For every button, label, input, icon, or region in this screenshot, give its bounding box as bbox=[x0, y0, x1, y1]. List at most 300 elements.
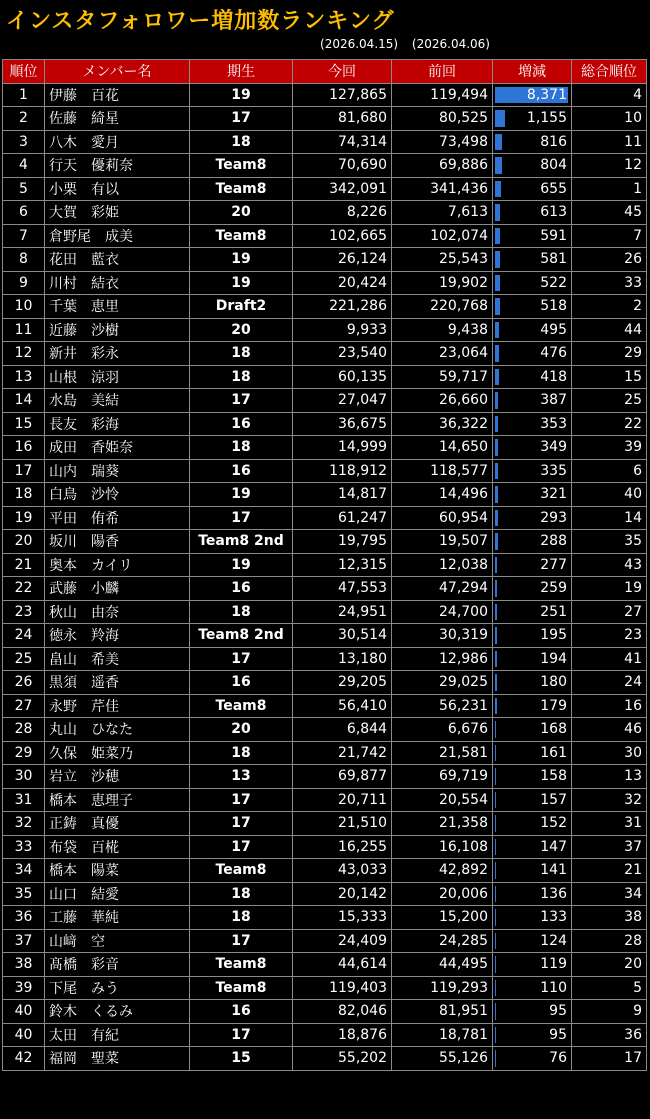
increase-bar bbox=[495, 933, 496, 950]
member-name-cell: 山﨑 空 bbox=[45, 929, 190, 953]
rank-cell: 32 bbox=[3, 812, 45, 836]
previous-followers-cell: 220,768 bbox=[392, 295, 493, 319]
total-rank-cell: 14 bbox=[572, 506, 647, 530]
increase-bar bbox=[495, 134, 502, 151]
member-name-cell: 千葉 恵里 bbox=[45, 295, 190, 319]
member-name-cell: 水島 美結 bbox=[45, 389, 190, 413]
rank-cell: 40 bbox=[3, 1023, 45, 1047]
total-rank-cell: 22 bbox=[572, 412, 647, 436]
total-rank-cell: 27 bbox=[572, 600, 647, 624]
table-row bbox=[3, 389, 647, 413]
table-row bbox=[3, 295, 647, 319]
member-name-cell: 行天 優莉奈 bbox=[45, 154, 190, 178]
generation-cell: 18 bbox=[190, 365, 293, 389]
total-rank-cell: 29 bbox=[572, 342, 647, 366]
table-row bbox=[3, 835, 647, 859]
current-followers-cell: 8,226 bbox=[293, 201, 392, 225]
generation-cell: 18 bbox=[190, 882, 293, 906]
previous-followers-cell: 80,525 bbox=[392, 107, 493, 131]
current-followers-cell: 61,247 bbox=[293, 506, 392, 530]
previous-followers-cell: 9,438 bbox=[392, 318, 493, 342]
current-followers-cell: 82,046 bbox=[293, 1000, 392, 1024]
total-rank-cell: 5 bbox=[572, 976, 647, 1000]
generation-cell: Team8 2nd bbox=[190, 624, 293, 648]
current-followers-cell: 24,951 bbox=[293, 600, 392, 624]
increase-cell bbox=[493, 107, 572, 131]
member-name-cell: 太田 有紀 bbox=[45, 1023, 190, 1047]
generation-cell: 15 bbox=[190, 1047, 293, 1071]
table-row bbox=[3, 1047, 647, 1071]
previous-followers-cell: 60,954 bbox=[392, 506, 493, 530]
member-name-cell: 坂川 陽香 bbox=[45, 530, 190, 554]
previous-followers-cell: 26,660 bbox=[392, 389, 493, 413]
previous-followers-cell: 15,200 bbox=[392, 906, 493, 930]
current-followers-cell: 69,877 bbox=[293, 765, 392, 789]
increase-cell bbox=[493, 224, 572, 248]
previous-followers-cell: 55,126 bbox=[392, 1047, 493, 1071]
previous-followers-cell: 119,293 bbox=[392, 976, 493, 1000]
rank-cell: 17 bbox=[3, 459, 45, 483]
table-row bbox=[3, 107, 647, 131]
rank-cell: 42 bbox=[3, 1047, 45, 1071]
member-name-cell: 八木 愛月 bbox=[45, 130, 190, 154]
increase-bar bbox=[495, 674, 497, 691]
increase-value: 95 bbox=[549, 1026, 567, 1043]
rank-cell: 10 bbox=[3, 295, 45, 319]
member-name-cell: 平田 侑希 bbox=[45, 506, 190, 530]
previous-date: (2026.04.06) bbox=[411, 37, 490, 51]
current-followers-cell: 119,403 bbox=[293, 976, 392, 1000]
rank-cell: 31 bbox=[3, 788, 45, 812]
increase-cell bbox=[493, 201, 572, 225]
increase-bar bbox=[495, 298, 500, 315]
current-followers-cell: 47,553 bbox=[293, 577, 392, 601]
increase-bar bbox=[495, 275, 500, 292]
total-rank-cell: 21 bbox=[572, 859, 647, 883]
previous-followers-cell: 14,650 bbox=[392, 436, 493, 460]
col-header-increase: 増減 bbox=[493, 60, 572, 84]
generation-cell: Team8 bbox=[190, 694, 293, 718]
generation-cell: 19 bbox=[190, 83, 293, 107]
increase-value: 495 bbox=[540, 321, 567, 338]
increase-value: 147 bbox=[540, 838, 567, 855]
rank-cell: 12 bbox=[3, 342, 45, 366]
rank-cell: 28 bbox=[3, 718, 45, 742]
current-followers-cell: 16,255 bbox=[293, 835, 392, 859]
total-rank-cell: 35 bbox=[572, 530, 647, 554]
increase-bar bbox=[495, 745, 496, 762]
increase-cell bbox=[493, 342, 572, 366]
col-header-rank: 順位 bbox=[3, 60, 45, 84]
increase-value: 110 bbox=[540, 979, 567, 996]
total-rank-cell: 32 bbox=[572, 788, 647, 812]
total-rank-cell: 4 bbox=[572, 83, 647, 107]
generation-cell: 18 bbox=[190, 436, 293, 460]
increase-cell bbox=[493, 389, 572, 413]
rank-cell: 11 bbox=[3, 318, 45, 342]
increase-value: 1,155 bbox=[526, 110, 567, 127]
current-followers-cell: 43,033 bbox=[293, 859, 392, 883]
increase-bar bbox=[495, 1050, 496, 1067]
total-rank-cell: 43 bbox=[572, 553, 647, 577]
generation-cell: 19 bbox=[190, 248, 293, 272]
generation-cell: 18 bbox=[190, 130, 293, 154]
increase-cell bbox=[493, 83, 572, 107]
increase-cell bbox=[493, 953, 572, 977]
rank-cell: 3 bbox=[3, 130, 45, 154]
rank-cell: 5 bbox=[3, 177, 45, 201]
previous-followers-cell: 16,108 bbox=[392, 835, 493, 859]
table-row bbox=[3, 412, 647, 436]
total-rank-cell: 40 bbox=[572, 483, 647, 507]
member-name-cell: 久保 姫菜乃 bbox=[45, 741, 190, 765]
total-rank-cell: 15 bbox=[572, 365, 647, 389]
current-followers-cell: 20,711 bbox=[293, 788, 392, 812]
rank-cell: 37 bbox=[3, 929, 45, 953]
member-name-cell: 秋山 由奈 bbox=[45, 600, 190, 624]
generation-cell: Team8 bbox=[190, 177, 293, 201]
total-rank-cell: 30 bbox=[572, 741, 647, 765]
total-rank-cell: 33 bbox=[572, 271, 647, 295]
member-name-cell: 下尾 みう bbox=[45, 976, 190, 1000]
table-row bbox=[3, 812, 647, 836]
table-row bbox=[3, 506, 647, 530]
previous-followers-cell: 29,025 bbox=[392, 671, 493, 695]
increase-value: 522 bbox=[540, 274, 567, 291]
rank-cell: 24 bbox=[3, 624, 45, 648]
previous-followers-cell: 18,781 bbox=[392, 1023, 493, 1047]
total-rank-cell: 28 bbox=[572, 929, 647, 953]
generation-cell: 16 bbox=[190, 671, 293, 695]
increase-bar bbox=[495, 439, 498, 456]
previous-followers-cell: 30,319 bbox=[392, 624, 493, 648]
increase-cell bbox=[493, 553, 572, 577]
increase-bar bbox=[495, 110, 505, 127]
current-followers-cell: 221,286 bbox=[293, 295, 392, 319]
generation-cell: 18 bbox=[190, 741, 293, 765]
increase-bar bbox=[495, 1003, 496, 1020]
increase-bar bbox=[495, 322, 499, 339]
member-name-cell: 武藤 小麟 bbox=[45, 577, 190, 601]
rank-cell: 26 bbox=[3, 671, 45, 695]
rank-cell: 22 bbox=[3, 577, 45, 601]
increase-value: 418 bbox=[540, 368, 567, 385]
increase-bar bbox=[495, 533, 498, 550]
table-row bbox=[3, 342, 647, 366]
member-name-cell: 鈴木 くるみ bbox=[45, 1000, 190, 1024]
increase-cell bbox=[493, 1000, 572, 1024]
increase-cell bbox=[493, 694, 572, 718]
rank-cell: 30 bbox=[3, 765, 45, 789]
increase-cell bbox=[493, 812, 572, 836]
member-name-cell: 福岡 聖菜 bbox=[45, 1047, 190, 1071]
total-rank-cell: 24 bbox=[572, 671, 647, 695]
increase-cell bbox=[493, 1047, 572, 1071]
previous-followers-cell: 42,892 bbox=[392, 859, 493, 883]
member-name-cell: 佐藤 綺星 bbox=[45, 107, 190, 131]
current-followers-cell: 6,844 bbox=[293, 718, 392, 742]
previous-followers-cell: 25,543 bbox=[392, 248, 493, 272]
table-row bbox=[3, 694, 647, 718]
generation-cell: 17 bbox=[190, 929, 293, 953]
rank-cell: 39 bbox=[3, 976, 45, 1000]
member-name-cell: 丸山 ひなた bbox=[45, 718, 190, 742]
total-rank-cell: 39 bbox=[572, 436, 647, 460]
current-followers-cell: 21,742 bbox=[293, 741, 392, 765]
current-followers-cell: 102,665 bbox=[293, 224, 392, 248]
current-followers-cell: 20,142 bbox=[293, 882, 392, 906]
previous-followers-cell: 119,494 bbox=[392, 83, 493, 107]
generation-cell: 16 bbox=[190, 577, 293, 601]
current-followers-cell: 24,409 bbox=[293, 929, 392, 953]
increase-cell bbox=[493, 530, 572, 554]
increase-bar bbox=[495, 463, 498, 480]
date-range bbox=[310, 37, 490, 51]
table-row bbox=[3, 906, 647, 930]
current-followers-cell: 23,540 bbox=[293, 342, 392, 366]
increase-value: 581 bbox=[540, 251, 567, 268]
table-row bbox=[3, 1000, 647, 1024]
col-header-generation: 期生 bbox=[190, 60, 293, 84]
page-title: インスタフォロワー増加数ランキング bbox=[6, 9, 395, 34]
rank-cell: 40 bbox=[3, 1000, 45, 1024]
previous-followers-cell: 14,496 bbox=[392, 483, 493, 507]
previous-followers-cell: 23,064 bbox=[392, 342, 493, 366]
increase-cell bbox=[493, 718, 572, 742]
member-name-cell: 花田 藍衣 bbox=[45, 248, 190, 272]
increase-bar bbox=[495, 886, 496, 903]
total-rank-cell: 6 bbox=[572, 459, 647, 483]
table-row bbox=[3, 154, 647, 178]
increase-cell bbox=[493, 647, 572, 671]
member-name-cell: 近藤 沙樹 bbox=[45, 318, 190, 342]
current-followers-cell: 12,315 bbox=[293, 553, 392, 577]
generation-cell: 20 bbox=[190, 201, 293, 225]
increase-value: 133 bbox=[540, 909, 567, 926]
previous-followers-cell: 24,700 bbox=[392, 600, 493, 624]
generation-cell: 19 bbox=[190, 483, 293, 507]
member-name-cell: 黒須 遥香 bbox=[45, 671, 190, 695]
generation-cell: 17 bbox=[190, 389, 293, 413]
rank-cell: 4 bbox=[3, 154, 45, 178]
increase-bar bbox=[495, 792, 496, 809]
member-name-cell: 橋本 恵理子 bbox=[45, 788, 190, 812]
increase-value: 95 bbox=[549, 1003, 567, 1020]
increase-value: 180 bbox=[540, 674, 567, 691]
table-row bbox=[3, 929, 647, 953]
table-row bbox=[3, 718, 647, 742]
table-row bbox=[3, 224, 647, 248]
table-row bbox=[3, 741, 647, 765]
table-row bbox=[3, 177, 647, 201]
current-followers-cell: 26,124 bbox=[293, 248, 392, 272]
increase-bar bbox=[495, 345, 499, 362]
generation-cell: Team8 bbox=[190, 224, 293, 248]
current-followers-cell: 14,999 bbox=[293, 436, 392, 460]
increase-bar bbox=[495, 228, 500, 245]
increase-cell bbox=[493, 154, 572, 178]
increase-bar bbox=[495, 980, 496, 997]
rank-cell: 1 bbox=[3, 83, 45, 107]
rank-cell: 38 bbox=[3, 953, 45, 977]
table-row bbox=[3, 624, 647, 648]
rank-cell: 9 bbox=[3, 271, 45, 295]
increase-cell bbox=[493, 835, 572, 859]
member-name-cell: 山根 涼羽 bbox=[45, 365, 190, 389]
rank-cell: 33 bbox=[3, 835, 45, 859]
current-date: (2026.04.15) bbox=[320, 37, 399, 51]
previous-followers-cell: 118,577 bbox=[392, 459, 493, 483]
increase-value: 194 bbox=[540, 650, 567, 667]
increase-cell bbox=[493, 976, 572, 1000]
current-followers-cell: 44,614 bbox=[293, 953, 392, 977]
increase-cell bbox=[493, 624, 572, 648]
increase-value: 321 bbox=[540, 486, 567, 503]
total-rank-cell: 1 bbox=[572, 177, 647, 201]
generation-cell: Team8 bbox=[190, 976, 293, 1000]
increase-value: 804 bbox=[540, 157, 567, 174]
increase-bar bbox=[495, 181, 501, 198]
increase-value: 119 bbox=[540, 956, 567, 973]
member-name-cell: 徳永 羚海 bbox=[45, 624, 190, 648]
increase-bar bbox=[495, 580, 497, 597]
table-row bbox=[3, 647, 647, 671]
previous-followers-cell: 6,676 bbox=[392, 718, 493, 742]
increase-bar bbox=[495, 251, 500, 268]
rank-cell: 27 bbox=[3, 694, 45, 718]
table-row bbox=[3, 483, 647, 507]
increase-cell bbox=[493, 859, 572, 883]
increase-cell bbox=[493, 600, 572, 624]
ranking-rows bbox=[3, 83, 647, 1070]
total-rank-cell: 31 bbox=[572, 812, 647, 836]
generation-cell: 16 bbox=[190, 459, 293, 483]
table-row bbox=[3, 436, 647, 460]
increase-value: 293 bbox=[540, 509, 567, 526]
current-followers-cell: 60,135 bbox=[293, 365, 392, 389]
table-row bbox=[3, 765, 647, 789]
table-row bbox=[3, 130, 647, 154]
table-row bbox=[3, 788, 647, 812]
previous-followers-cell: 56,231 bbox=[392, 694, 493, 718]
member-name-cell: 新井 彩永 bbox=[45, 342, 190, 366]
generation-cell: Draft2 bbox=[190, 295, 293, 319]
current-followers-cell: 21,510 bbox=[293, 812, 392, 836]
previous-followers-cell: 47,294 bbox=[392, 577, 493, 601]
total-rank-cell: 20 bbox=[572, 953, 647, 977]
increase-value: 161 bbox=[540, 744, 567, 761]
generation-cell: Team8 2nd bbox=[190, 530, 293, 554]
rank-cell: 21 bbox=[3, 553, 45, 577]
previous-followers-cell: 24,285 bbox=[392, 929, 493, 953]
current-followers-cell: 15,333 bbox=[293, 906, 392, 930]
increase-cell bbox=[493, 248, 572, 272]
increase-cell bbox=[493, 436, 572, 460]
current-followers-cell: 127,865 bbox=[293, 83, 392, 107]
member-name-cell: 髙橋 彩音 bbox=[45, 953, 190, 977]
col-header-name: メンバー名 bbox=[45, 60, 190, 84]
current-followers-cell: 9,933 bbox=[293, 318, 392, 342]
generation-cell: 17 bbox=[190, 107, 293, 131]
member-name-cell: 小栗 有以 bbox=[45, 177, 190, 201]
increase-value: 816 bbox=[540, 133, 567, 150]
increase-bar bbox=[495, 1027, 496, 1044]
generation-cell: 17 bbox=[190, 647, 293, 671]
increase-cell bbox=[493, 318, 572, 342]
increase-value: 476 bbox=[540, 345, 567, 362]
member-name-cell: 伊藤 百花 bbox=[45, 83, 190, 107]
increase-cell bbox=[493, 788, 572, 812]
increase-cell bbox=[493, 130, 572, 154]
generation-cell: 17 bbox=[190, 1023, 293, 1047]
rank-cell: 19 bbox=[3, 506, 45, 530]
increase-value: 349 bbox=[540, 439, 567, 456]
increase-value: 277 bbox=[540, 556, 567, 573]
total-rank-cell: 7 bbox=[572, 224, 647, 248]
total-rank-cell: 36 bbox=[572, 1023, 647, 1047]
col-header-current: 今回 bbox=[293, 60, 392, 84]
table-row bbox=[3, 201, 647, 225]
generation-cell: 19 bbox=[190, 271, 293, 295]
current-followers-cell: 30,514 bbox=[293, 624, 392, 648]
table-row bbox=[3, 365, 647, 389]
increase-bar bbox=[495, 839, 496, 856]
total-rank-cell: 2 bbox=[572, 295, 647, 319]
previous-followers-cell: 12,038 bbox=[392, 553, 493, 577]
table-row bbox=[3, 83, 647, 107]
increase-bar bbox=[495, 698, 497, 715]
rank-cell: 36 bbox=[3, 906, 45, 930]
member-name-cell: 大賀 彩姫 bbox=[45, 201, 190, 225]
increase-cell bbox=[493, 577, 572, 601]
total-rank-cell: 46 bbox=[572, 718, 647, 742]
total-rank-cell: 17 bbox=[572, 1047, 647, 1071]
generation-cell: 20 bbox=[190, 318, 293, 342]
previous-followers-cell: 19,902 bbox=[392, 271, 493, 295]
table-row bbox=[3, 459, 647, 483]
member-name-cell: 長友 彩海 bbox=[45, 412, 190, 436]
total-rank-cell: 45 bbox=[572, 201, 647, 225]
total-rank-cell: 38 bbox=[572, 906, 647, 930]
previous-followers-cell: 102,074 bbox=[392, 224, 493, 248]
total-rank-cell: 19 bbox=[572, 577, 647, 601]
previous-followers-cell: 81,951 bbox=[392, 1000, 493, 1024]
increase-value: 353 bbox=[540, 415, 567, 432]
current-followers-cell: 118,912 bbox=[293, 459, 392, 483]
generation-cell: 13 bbox=[190, 765, 293, 789]
member-name-cell: 奥本 カイリ bbox=[45, 553, 190, 577]
increase-bar bbox=[495, 768, 496, 785]
member-name-cell: 山内 瑞葵 bbox=[45, 459, 190, 483]
table-row bbox=[3, 530, 647, 554]
increase-cell bbox=[493, 906, 572, 930]
current-followers-cell: 36,675 bbox=[293, 412, 392, 436]
rank-cell: 20 bbox=[3, 530, 45, 554]
rank-cell: 14 bbox=[3, 389, 45, 413]
increase-bar bbox=[495, 369, 499, 386]
previous-followers-cell: 20,006 bbox=[392, 882, 493, 906]
current-followers-cell: 20,424 bbox=[293, 271, 392, 295]
total-rank-cell: 37 bbox=[572, 835, 647, 859]
generation-cell: Team8 bbox=[190, 859, 293, 883]
total-rank-cell: 16 bbox=[572, 694, 647, 718]
member-name-cell: 橋本 陽菜 bbox=[45, 859, 190, 883]
increase-bar bbox=[495, 392, 498, 409]
increase-value: 259 bbox=[540, 580, 567, 597]
generation-cell: 17 bbox=[190, 812, 293, 836]
increase-bar bbox=[495, 651, 497, 668]
previous-followers-cell: 12,986 bbox=[392, 647, 493, 671]
